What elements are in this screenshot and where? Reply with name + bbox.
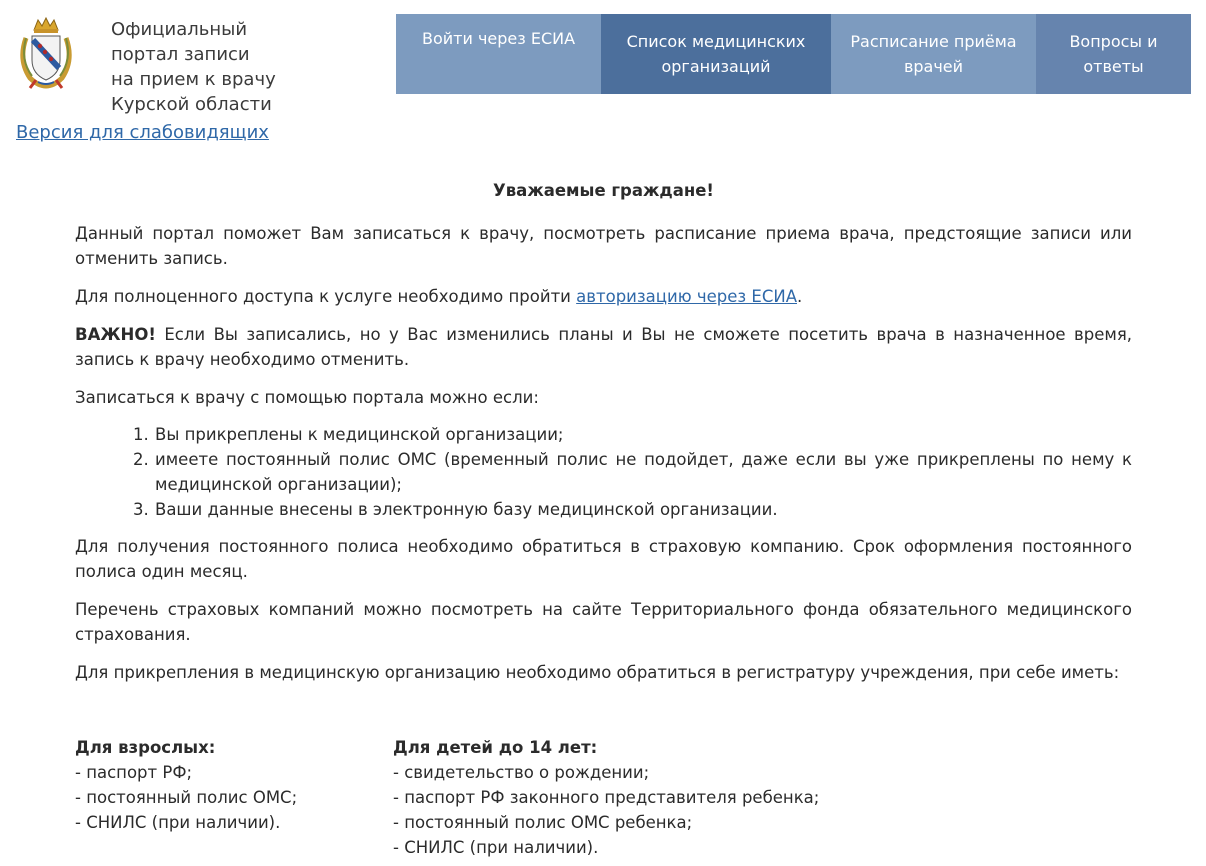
insurers-paragraph: Перечень страховых компаний можно посмотреть на сайте Территориального фонда обязательного медицинского страхования. xyxy=(75,600,1132,644)
portal-title-line: Официальный xyxy=(111,19,248,40)
list-item: Вы прикреплены к медицинской организации; xyxy=(155,425,564,444)
important-paragraph xyxy=(75,322,1132,372)
portal-title xyxy=(111,17,311,117)
list-item: - свидетельство о рождении; xyxy=(393,763,650,782)
list-item: имеете постоянный полис ОМС (временный полис не подойдет, даже если вы уже прикреплены по нему к медицинской организации); xyxy=(155,450,1132,494)
main-nav xyxy=(396,14,1191,94)
nav-login-esia[interactable]: Войти через ЕСИА xyxy=(396,14,601,94)
list-item: - паспорт РФ законного представителя ребенка; xyxy=(393,788,820,807)
list-item: - постоянный полис ОМС; xyxy=(75,788,298,807)
main-content xyxy=(75,178,1132,698)
low-vision-version-link[interactable]: Версия для слабовидящих xyxy=(16,122,269,143)
nav-doctor-schedule[interactable]: Расписание приёма врачей xyxy=(831,14,1036,94)
esia-auth-link[interactable]: авторизацию через ЕСИА xyxy=(576,287,797,306)
list-item: - СНИЛС (при наличии). xyxy=(393,838,599,857)
portal-title-line: Курской области xyxy=(111,94,272,115)
portal-title-line: на прием к врачу xyxy=(111,69,276,90)
children-documents xyxy=(393,735,893,860)
coat-of-arms-icon[interactable] xyxy=(16,16,76,90)
portal-title-line: портал записи xyxy=(111,44,250,65)
list-item: - постоянный полис ОМС ребенка; xyxy=(393,813,693,832)
attachment-paragraph: Для прикрепления в медицинскую организацию необходимо обратиться в регистратуру учреждения, при себе иметь: xyxy=(75,663,1120,682)
conditions-intro: Записаться к врачу с помощью портала можно если: xyxy=(75,388,539,407)
adults-documents xyxy=(75,735,375,835)
important-text: Если Вы записались, но у Вас изменились планы и Вы не сможете посетить врача в назначенное время, запись к врачу необходимо отменить. xyxy=(75,325,1132,369)
list-item: Ваши данные внесены в электронную базу медицинской организации. xyxy=(155,500,778,519)
esia-paragraph-text: Для полноценного доступа к услуге необходимо пройти xyxy=(75,287,577,306)
policy-paragraph: Для получения постоянного полиса необходимо обратиться в страховую компанию. Срок оформления постоянного полиса один месяц. xyxy=(75,537,1132,581)
adults-title: Для взрослых: xyxy=(75,738,216,757)
esia-paragraph-end: . xyxy=(797,287,803,306)
intro-paragraph: Данный портал поможет Вам записаться к врачу, посмотреть расписание приема врача, предстоящие записи или отменить запись. xyxy=(75,224,1132,268)
nav-medical-organizations[interactable]: Список медицинских организаций xyxy=(601,14,831,94)
esia-paragraph xyxy=(75,284,1132,309)
page-heading: Уважаемые граждане! xyxy=(493,181,714,200)
important-label: ВАЖНО! xyxy=(75,325,156,344)
nav-faq[interactable]: Вопросы и ответы xyxy=(1036,14,1191,94)
list-item: - СНИЛС (при наличии). xyxy=(75,813,281,832)
children-title: Для детей до 14 лет: xyxy=(393,738,598,757)
conditions-list xyxy=(155,422,1132,522)
list-item: - паспорт РФ; xyxy=(75,763,193,782)
